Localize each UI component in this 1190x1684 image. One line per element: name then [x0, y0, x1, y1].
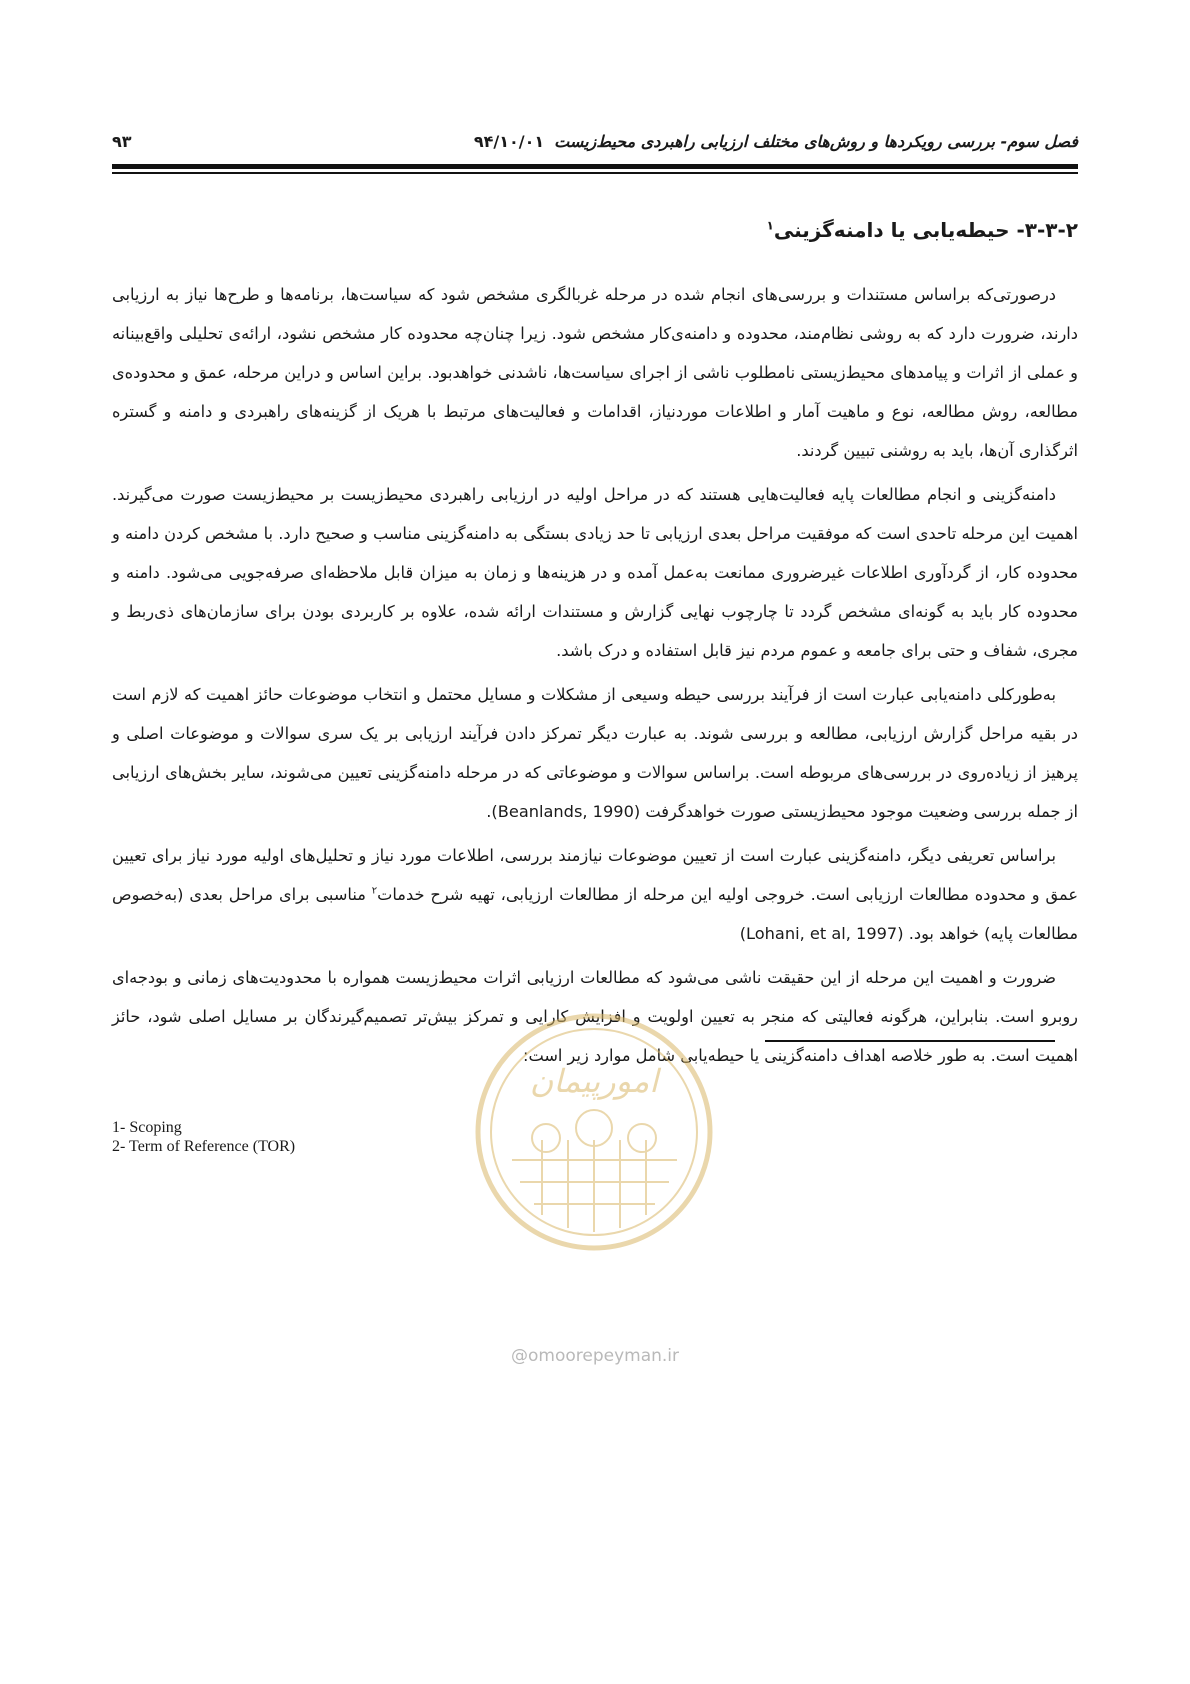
paragraph-5: ضرورت و اهمیت این مرحله از این حقیقت ناشی می‌شود که مطالعات ارزیابی اثرات محیط‌زیست همواره با محدودیت‌های زمانی و بودجه‌ای روبرو است. بنابراین، هرگونه فعالیتی که منجر به تعیین اولویت و افزایش کارایی و تمرکز بیش‌تر تصمیم‌گیرندگان بر مسایل اصلی شود، حائز اهمیت است. به طور خلاصه اهداف دامنه‌گزینی یا حیطه‌یابی شامل موارد زیر است: — [112, 968, 1078, 1065]
paragraph-1: درصورتی‌که براساس مستندات و بررسی‌های انجام شده در مرحله غربالگری مشخص شود که سیاست‌ها، برنامه‌ها و طرح‌ها نیاز به ارزیابی دارند، ضرورت دارد که به روشی نظام‌مند، محدوده و دامنه‌ی‌کار مشخص شود. زیرا چنان‌چه محدوده کار مشخص نشود، ارائه‌ی تحلیلی واقع‌بینانه و عملی از اثرات و پیامدهای محیط‌زیستی نامطلوب ناشی از اجرای سیاست‌ها، ناشدنی خواهدبود. براین اساس و دراین مرحله، عمق و محدوده‌ی مطالعه، روش مطالعه، نوع و ماهیت آمار و اطلاعات موردنیاز، اقدامات و فعالیت‌های مرتبط با هریک از گزینه‌های راهبردی و دامنه و گستره اثرگذاری آن‌ها، باید به روشنی تبیین گردند. — [112, 285, 1078, 460]
watermark-logo-text: امورپیمان — [529, 1062, 659, 1100]
page-number: ۹۳ — [112, 132, 132, 151]
watermark-seal-logo — [472, 1010, 717, 1255]
footnote-1: 1- Scoping — [112, 1119, 182, 1136]
paragraph-4-footnote-ref: ۲ — [371, 885, 378, 897]
body-text — [112, 275, 1078, 1080]
paragraph-4-text-b: مناسبی برای مراحل بعدی (به‌خصوص مطالعات پایه) خواهد بود. (Lohani, et al, 1997) — [112, 885, 1078, 943]
running-header — [112, 130, 1078, 160]
header-title-group — [474, 132, 1078, 151]
header-rule-thick — [112, 164, 1078, 169]
footnote-2: 2- Term of Reference (TOR) — [112, 1138, 296, 1155]
watermark-url: @omoorepeyman.ir — [510, 1346, 680, 1366]
paragraph-2: دامنه‌گزینی و انجام مطالعات پایه فعالیت‌هایی هستند که در مراحل اولیه در ارزیابی راهبردی محیط‌زیست بر محیط‌زیست صورت می‌گیرند. اهمیت این مرحله تاحدی است که موفقیت مراحل بعدی ارزیابی تا حد زیادی بستگی به دامنه‌گزینی مناسب و صحیح دارد. با مشخص کردن دامنه و محدوده کار، از گردآوری اطلاعات غیرضروری ممانعت به‌عمل آمده و در هزینه‌ها و زمان به میزان قابل ملاحظه‌ای صرفه‌جویی می‌شود. دامنه و محدوده کار باید به گونه‌ای مشخص گردد تا چارچوب نهایی گزارش و مستندات ارائه شده، علاوه بر کاربردی بودن برای سازمان‌های ذی‌ربط و مجری، شفاف و حتی برای جامعه و عموم مردم نیز قابل استفاده و درک باشد. — [112, 485, 1078, 660]
section-heading — [767, 218, 1079, 242]
header-chapter-title: فصل سوم- بررسی رویکردها و روش‌های مختلف ارزیابی راهبردی محیط‌زیست — [554, 132, 1078, 151]
watermark-seal-icon — [472, 1010, 717, 1255]
header-date: ۹۴/۱۰/۰۱ — [473, 132, 545, 151]
heading-footnote-ref: ۱ — [766, 218, 774, 233]
section-heading-text: ۳-۳-۲- حیطه‌یابی یا دامنه‌گزینی — [773, 218, 1078, 242]
header-rule-thin — [112, 172, 1078, 174]
footnote-rule — [765, 1040, 1055, 1042]
footnotes — [112, 1118, 295, 1156]
paragraph-4 — [112, 836, 1078, 953]
paragraph-4-text-a: براساس تعریفی دیگر، دامنه‌گزینی عبارت است از تعیین موضوعات نیازمند بررسی، اطلاعات مورد نیاز و تحلیل‌های اولیه مورد نیاز برای تعیین عمق و محدوده مطالعات ارزیابی است. خروجی اولیه این مرحله از مطالعات ارزیابی، تهیه شرح خدمات — [112, 846, 1079, 904]
paragraph-3: به‌طورکلی دامنه‌یابی عبارت است از فرآیند بررسی حیطه وسیعی از مشکلات و مسایل محتمل و انتخاب موضوعات حائز اهمیت که لازم است در بقیه مراحل گزارش ارزیابی، مطالعه و بررسی شوند. به عبارت دیگر تمرکز دادن فرآیند ارزیابی بر یک سری سوالات و موضوعات اصلی و پرهیز از زیاده‌روی در بررسی‌های مربوطه است. براساس سوالات و موضوعاتی که در مرحله دامنه‌گزینی تعیین می‌شوند، سایر بخش‌های ارزیابی از جمله بررسی وضعیت موجود محیط‌زیستی صورت خواهدگرفت (Beanlands, 1990). — [112, 685, 1078, 821]
